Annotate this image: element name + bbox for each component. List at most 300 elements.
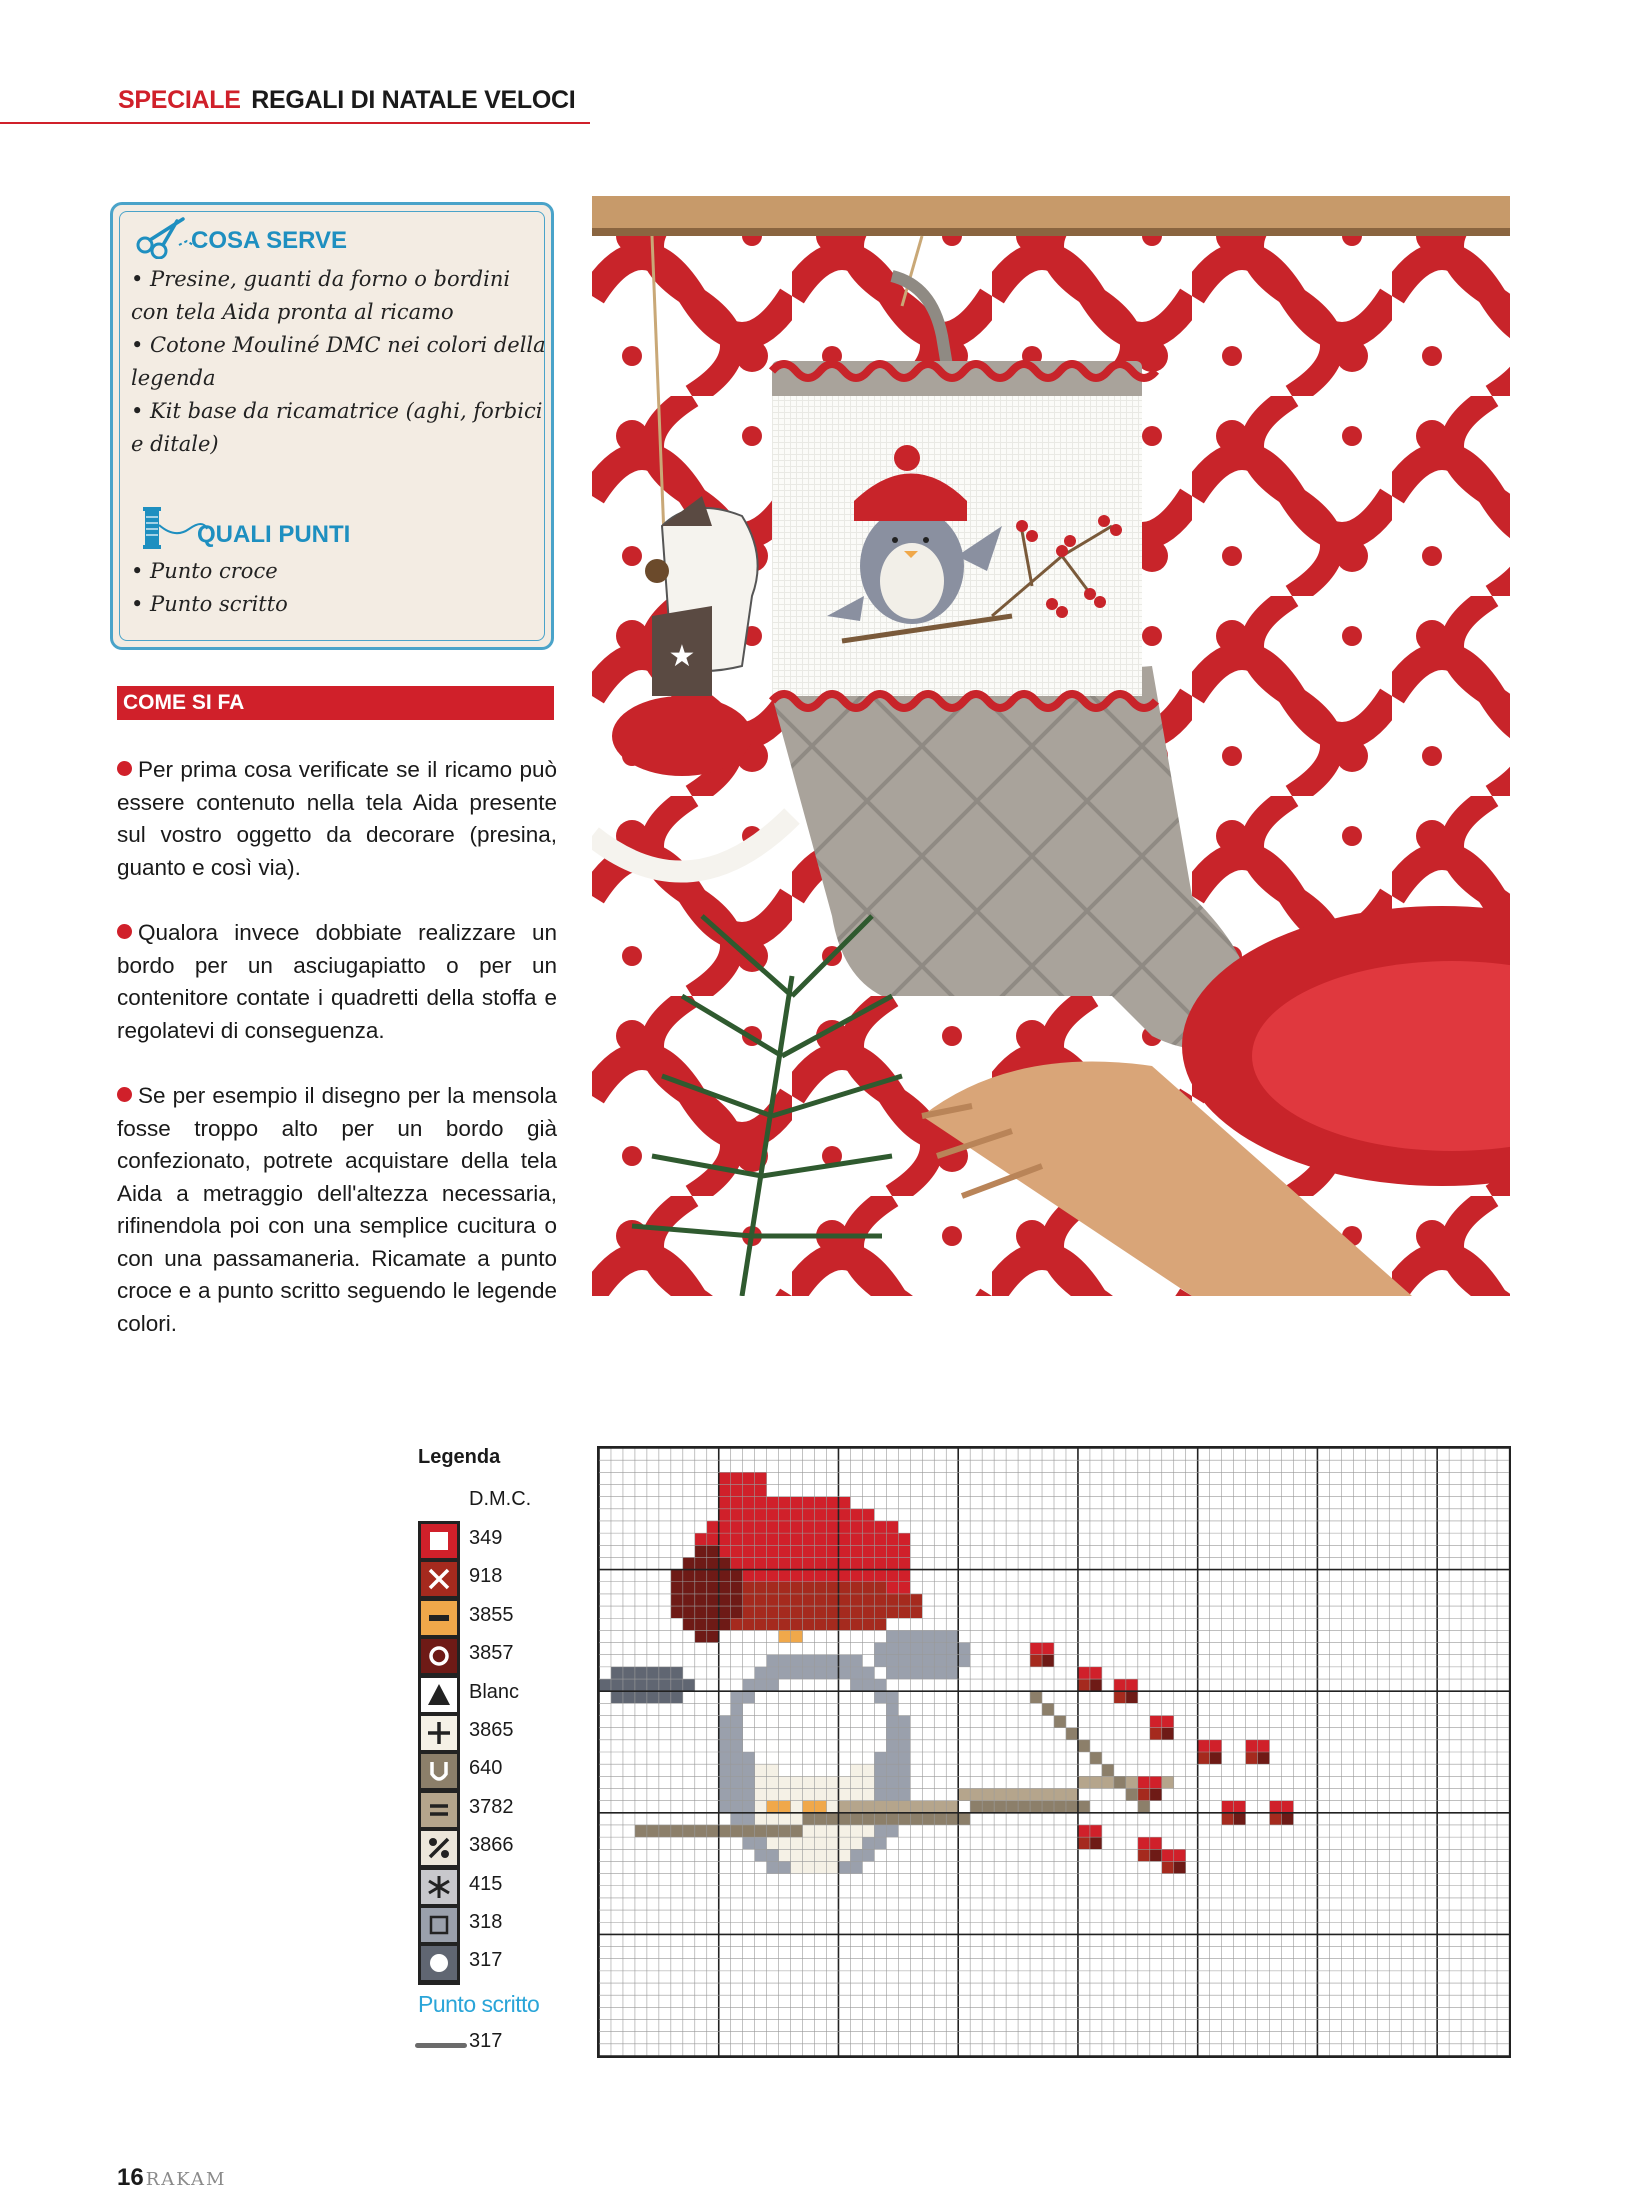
bird-face-cell [779, 1764, 791, 1776]
bird-face-cell [803, 1740, 815, 1752]
bird-face-cell [850, 1740, 862, 1752]
hat-cell [838, 1509, 850, 1521]
bird-body-cell [719, 1752, 731, 1764]
bird-face-cell [827, 1752, 839, 1764]
bird-face-cell [767, 1716, 779, 1728]
bird-body-cell [743, 1764, 755, 1776]
bird-belly-cell [791, 1813, 803, 1825]
bird-body-cell [743, 1801, 755, 1813]
hat-brim-cell [815, 1582, 827, 1594]
hat-side-cell [683, 1570, 695, 1582]
bird-body-cell [815, 1667, 827, 1679]
bird-belly-cell [815, 1788, 827, 1800]
hat-cell [743, 1521, 755, 1533]
hat-cell [791, 1570, 803, 1582]
wing-cell [946, 1667, 958, 1679]
bird-body-cell [719, 1801, 731, 1813]
hat-cell [803, 1533, 815, 1545]
hat-cell [898, 1557, 910, 1569]
bullet-icon [117, 924, 132, 939]
materials-box [110, 202, 554, 650]
berry-cell [1150, 1728, 1162, 1740]
bird-belly-cell [755, 1764, 767, 1776]
bird-face-cell [779, 1691, 791, 1703]
branch-cell [803, 1813, 815, 1825]
bird-face-cell [803, 1679, 815, 1691]
hat-cell [743, 1570, 755, 1582]
bird-face-cell [827, 1691, 839, 1703]
bird-body-cell [731, 1752, 743, 1764]
wing-cell [934, 1630, 946, 1642]
bird-body-cell [791, 1667, 803, 1679]
bird-belly-cell [767, 1764, 779, 1776]
bird-body-cell [886, 1788, 898, 1800]
hat-pompom-cell [719, 1472, 731, 1484]
berry-cell [1162, 1716, 1174, 1728]
bird-body-cell [886, 1728, 898, 1740]
berry-cell [1210, 1752, 1222, 1764]
hat-brim-cell [838, 1618, 850, 1630]
branch-cell [994, 1801, 1006, 1813]
bird-body-cell [886, 1764, 898, 1776]
beak-cell [779, 1630, 791, 1642]
berry-cell [1174, 1861, 1186, 1873]
berry-cell [1222, 1813, 1234, 1825]
wing-cell [898, 1643, 910, 1655]
branch-cell [934, 1813, 946, 1825]
stitches-title: QUALI PUNTI [197, 521, 351, 548]
chart-grid [599, 1448, 1509, 2056]
bird-body-cell [755, 1679, 767, 1691]
bird-belly-cell [779, 1849, 791, 1861]
bird-body-cell [719, 1740, 731, 1752]
wing-cell [623, 1679, 635, 1691]
wing-cell [874, 1643, 886, 1655]
bird-face-cell [743, 1716, 755, 1728]
bird-belly-cell [791, 1788, 803, 1800]
branch-cell [838, 1801, 850, 1813]
hat-brim-cell [767, 1594, 779, 1606]
hat-cell [791, 1557, 803, 1569]
bird-belly-cell [827, 1849, 839, 1861]
bird-body-cell [874, 1776, 886, 1788]
branch-cell [958, 1813, 970, 1825]
bird-face-cell [803, 1728, 815, 1740]
branch-cell [827, 1813, 839, 1825]
hat-side-cell [707, 1557, 719, 1569]
bird-face-cell [779, 1703, 791, 1715]
oven-mitt-photo [592, 196, 1510, 1296]
legend-swatch-349 [421, 1524, 457, 1558]
legend-swatch-918 [421, 1562, 457, 1596]
hat-side-cell [695, 1545, 707, 1557]
hat-cell [803, 1570, 815, 1582]
bird-face-cell [803, 1764, 815, 1776]
hat-cell [731, 1521, 743, 1533]
hat-brim-cell [791, 1582, 803, 1594]
bird-body-cell [767, 1861, 779, 1873]
bird-face-cell [815, 1703, 827, 1715]
bird-body-cell [886, 1825, 898, 1837]
instructions-header [117, 686, 554, 720]
wing-cell [910, 1630, 922, 1642]
hat-cell [886, 1582, 898, 1594]
wing-cell [683, 1679, 695, 1691]
hat-side-cell [695, 1594, 707, 1606]
berry-cell [1150, 1837, 1162, 1849]
bird-body-cell [731, 1691, 743, 1703]
wing-cell [958, 1655, 970, 1667]
hat-cell [755, 1570, 767, 1582]
bird-face-cell [838, 1752, 850, 1764]
hat-cell [791, 1545, 803, 1557]
instruction-step [117, 754, 557, 884]
bird-face-cell [779, 1716, 791, 1728]
bird-face-cell [743, 1703, 755, 1715]
bird-body-cell [743, 1788, 755, 1800]
hat-cell [838, 1545, 850, 1557]
berry-cell [1078, 1825, 1090, 1837]
bird-body-cell [731, 1703, 743, 1715]
legend-code-3782: 3782 [469, 1795, 514, 1818]
hat-brim-cell [910, 1606, 922, 1618]
hat-brim-cell [838, 1582, 850, 1594]
photo-illustration [592, 196, 1510, 1296]
hat-brim-cell [815, 1594, 827, 1606]
materials-list [131, 263, 551, 461]
bird-face-cell [838, 1740, 850, 1752]
hat-cell [886, 1521, 898, 1533]
hat-cell [850, 1570, 862, 1582]
bird-body-cell [838, 1655, 850, 1667]
materials-item: e ditale) [131, 432, 219, 456]
hat-brim-cell [862, 1582, 874, 1594]
hat-cell [827, 1497, 839, 1509]
hat-cell [850, 1533, 862, 1545]
hat-side-cell [695, 1557, 707, 1569]
hat-brim-cell [886, 1606, 898, 1618]
berry-cell [1234, 1801, 1246, 1813]
bird-body-cell [731, 1716, 743, 1728]
bird-face-cell [862, 1703, 874, 1715]
berry-cell [1258, 1752, 1270, 1764]
hat-brim-cell [898, 1594, 910, 1606]
bird-body-cell [850, 1667, 862, 1679]
branch-cell [958, 1788, 970, 1800]
bird-body-cell [743, 1813, 755, 1825]
berry-cell [1258, 1740, 1270, 1752]
branch-cell [898, 1801, 910, 1813]
berry-cell [1282, 1801, 1294, 1813]
branch-cell [695, 1825, 707, 1837]
berry-cell [1150, 1776, 1162, 1788]
branch-cell [671, 1825, 683, 1837]
hat-cell [719, 1533, 731, 1545]
bird-face-cell [827, 1679, 839, 1691]
bird-body-cell [850, 1655, 862, 1667]
wing-cell [623, 1691, 635, 1703]
hat-cell [767, 1521, 779, 1533]
hat-cell [779, 1497, 791, 1509]
wing-cell [922, 1630, 934, 1642]
hat-brim-cell [755, 1594, 767, 1606]
bird-body-cell [767, 1679, 779, 1691]
bird-face-cell [838, 1703, 850, 1715]
hat-side-cell [683, 1618, 695, 1630]
bird-body-cell [731, 1764, 743, 1776]
bird-face-cell [755, 1691, 767, 1703]
hat-cell [898, 1582, 910, 1594]
bird-belly-cell [791, 1849, 803, 1861]
branch-cell [970, 1801, 982, 1813]
magazine-name: RAKAM [145, 2169, 227, 2190]
hat-cell [707, 1533, 719, 1545]
hat-brim-cell [815, 1606, 827, 1618]
berry-cell [1282, 1813, 1294, 1825]
legend-code-349: 349 [469, 1527, 503, 1549]
bird-face-cell [838, 1764, 850, 1776]
berry-cell [1270, 1801, 1282, 1813]
hat-cell [755, 1545, 767, 1557]
bird-body-cell [719, 1728, 731, 1740]
berry-cell [1138, 1776, 1150, 1788]
branch-cell [719, 1825, 731, 1837]
branch-cell [886, 1801, 898, 1813]
hat-side-cell [707, 1630, 719, 1642]
bird-face-cell [791, 1752, 803, 1764]
bird-belly-cell [815, 1776, 827, 1788]
bird-belly-cell [862, 1788, 874, 1800]
bird-body-cell [719, 1776, 731, 1788]
hat-cell [815, 1509, 827, 1521]
hat-side-cell [719, 1606, 731, 1618]
hat-cell [862, 1545, 874, 1557]
hat-side-cell [683, 1594, 695, 1606]
bird-body-cell [767, 1667, 779, 1679]
hat-brim-cell [779, 1606, 791, 1618]
bird-face-cell [862, 1728, 874, 1740]
materials-title: COSA SERVE [191, 227, 348, 254]
bird-face-cell [755, 1728, 767, 1740]
hat-cell [719, 1545, 731, 1557]
wing-cell [922, 1643, 934, 1655]
legend-code-blanc: Blanc [469, 1680, 520, 1703]
bird-body-cell [731, 1740, 743, 1752]
berry-cell [1090, 1837, 1102, 1849]
legend-swatch-3865 [421, 1716, 457, 1750]
hat-brim-cell [827, 1594, 839, 1606]
hat-brim-cell [862, 1618, 874, 1630]
foot-cell [815, 1801, 827, 1813]
hat-pompom-cell [731, 1484, 743, 1496]
twig-cell [1114, 1776, 1126, 1788]
bird-body-cell [731, 1728, 743, 1740]
bird-belly-cell [755, 1788, 767, 1800]
stitches-list [131, 555, 551, 621]
page-footer [117, 2164, 226, 2192]
hat-side-cell [719, 1618, 731, 1630]
hat-cell [815, 1557, 827, 1569]
wing-cell [946, 1630, 958, 1642]
wing-cell [623, 1667, 635, 1679]
hat-cell [755, 1521, 767, 1533]
wing-cell [671, 1667, 683, 1679]
hat-cell [767, 1570, 779, 1582]
hat-side-cell [731, 1570, 743, 1582]
instruction-text: Per prima cosa verificate se il ricamo può essere contenuto nella tela Aida presente sul vostro oggetto da decorare (presina, guanto e così via). [117, 757, 557, 880]
hat-brim-cell [791, 1618, 803, 1630]
wing-cell [898, 1667, 910, 1679]
legend-swatch-3855 [421, 1601, 457, 1635]
branch-cell [1078, 1801, 1090, 1813]
branch-cell [767, 1825, 779, 1837]
legend-swatch-317 [421, 1946, 457, 1980]
bird-face-cell [767, 1740, 779, 1752]
hat-brim-cell [850, 1606, 862, 1618]
hat-side-cell [731, 1606, 743, 1618]
hat-side-cell [695, 1630, 707, 1642]
branch-cell [946, 1813, 958, 1825]
bird-body-cell [743, 1679, 755, 1691]
bird-face-cell [803, 1752, 815, 1764]
materials-item: con tela Aida pronta al ricamo [131, 300, 454, 324]
berry-cell [1042, 1655, 1054, 1667]
wing-cell [671, 1691, 683, 1703]
berry-cell [1126, 1679, 1138, 1691]
bird-belly-cell [803, 1849, 815, 1861]
hat-cell [815, 1521, 827, 1533]
bird-belly-cell [803, 1788, 815, 1800]
bird-body-cell [898, 1740, 910, 1752]
wing-cell [910, 1667, 922, 1679]
branch-cell [838, 1813, 850, 1825]
hat-side-cell [707, 1606, 719, 1618]
hat-cell [779, 1533, 791, 1545]
hat-brim-cell [815, 1618, 827, 1630]
hat-brim-cell [803, 1606, 815, 1618]
materials-item: • Presine, guanti da forno o bordini [131, 267, 511, 291]
legend-swatch-640 [421, 1754, 457, 1788]
bird-face-cell [767, 1703, 779, 1715]
wing-cell [647, 1679, 659, 1691]
bird-body-cell [862, 1849, 874, 1861]
twig-cell [1138, 1801, 1150, 1813]
bird-body-cell [862, 1679, 874, 1691]
bullet-icon [117, 761, 132, 776]
hat-cell [850, 1557, 862, 1569]
hat-side-cell [707, 1582, 719, 1594]
bird-body-cell [755, 1837, 767, 1849]
backstitch-code: 317 [469, 2030, 503, 2052]
hat-cell [767, 1545, 779, 1557]
hat-cell [827, 1570, 839, 1582]
twig-cell [1102, 1764, 1114, 1776]
bird-belly-cell [827, 1776, 839, 1788]
branch-cell [922, 1801, 934, 1813]
branch-cell [970, 1788, 982, 1800]
branch-cell [874, 1813, 886, 1825]
branch-cell [910, 1801, 922, 1813]
header-section: SPECIALE [118, 86, 241, 114]
hat-cell [803, 1545, 815, 1557]
hat-cell [874, 1521, 886, 1533]
bird-face-cell [791, 1691, 803, 1703]
scissors-icon [135, 215, 195, 259]
bird-face-cell [874, 1728, 886, 1740]
bird-body-cell [898, 1752, 910, 1764]
twig-cell [1078, 1740, 1090, 1752]
bird-body-cell [779, 1861, 791, 1873]
hat-cell [731, 1545, 743, 1557]
bird-belly-cell [862, 1776, 874, 1788]
bird-belly-cell [815, 1861, 827, 1873]
twig-cell [1126, 1788, 1138, 1800]
hat-pompom-cell [755, 1472, 767, 1484]
bird-body-cell [755, 1667, 767, 1679]
hat-cell [791, 1497, 803, 1509]
hat-pompom-cell [743, 1497, 755, 1509]
wing-cell [647, 1667, 659, 1679]
bird-body-cell [886, 1691, 898, 1703]
stitches-item: • Punto scritto [131, 592, 288, 616]
bird-face-cell [874, 1703, 886, 1715]
berry-cell [1246, 1752, 1258, 1764]
branch-cell [1054, 1788, 1066, 1800]
bird-body-cell [743, 1776, 755, 1788]
bird-face-cell [815, 1716, 827, 1728]
berry-cell [1198, 1740, 1210, 1752]
wing-cell [886, 1643, 898, 1655]
hat-brim-cell [767, 1606, 779, 1618]
bird-face-cell [767, 1752, 779, 1764]
hat-brim-cell [862, 1594, 874, 1606]
hat-cell [850, 1521, 862, 1533]
hat-cell [862, 1509, 874, 1521]
branch-cell [850, 1801, 862, 1813]
wing-cell [635, 1691, 647, 1703]
bird-body-cell [803, 1667, 815, 1679]
bird-face-cell [815, 1740, 827, 1752]
bird-belly-cell [827, 1825, 839, 1837]
berry-cell [1030, 1643, 1042, 1655]
hat-pompom-cell [731, 1497, 743, 1509]
bird-body-cell [719, 1764, 731, 1776]
branch-cell [862, 1801, 874, 1813]
berry-cell [1078, 1679, 1090, 1691]
bird-face-cell [743, 1728, 755, 1740]
branch-cell [922, 1813, 934, 1825]
bird-body-cell [731, 1788, 743, 1800]
bird-face-cell [779, 1752, 791, 1764]
wing-cell [611, 1679, 623, 1691]
hat-side-cell [683, 1606, 695, 1618]
materials-item: • Cotone Mouliné DMC nei colori della [131, 333, 546, 357]
hat-cell [803, 1497, 815, 1509]
bird-face-cell [838, 1716, 850, 1728]
bird-belly-cell [815, 1849, 827, 1861]
bird-body-cell [886, 1752, 898, 1764]
hat-side-cell [671, 1606, 683, 1618]
hat-cell [886, 1533, 898, 1545]
bird-body-cell [874, 1788, 886, 1800]
berry-cell [1162, 1849, 1174, 1861]
twig-cell [1054, 1716, 1066, 1728]
bird-body-cell [719, 1788, 731, 1800]
hat-pompom-cell [743, 1484, 755, 1496]
legend-brand: D.M.C. [469, 1488, 532, 1510]
hat-cell [815, 1570, 827, 1582]
hat-cell [767, 1497, 779, 1509]
